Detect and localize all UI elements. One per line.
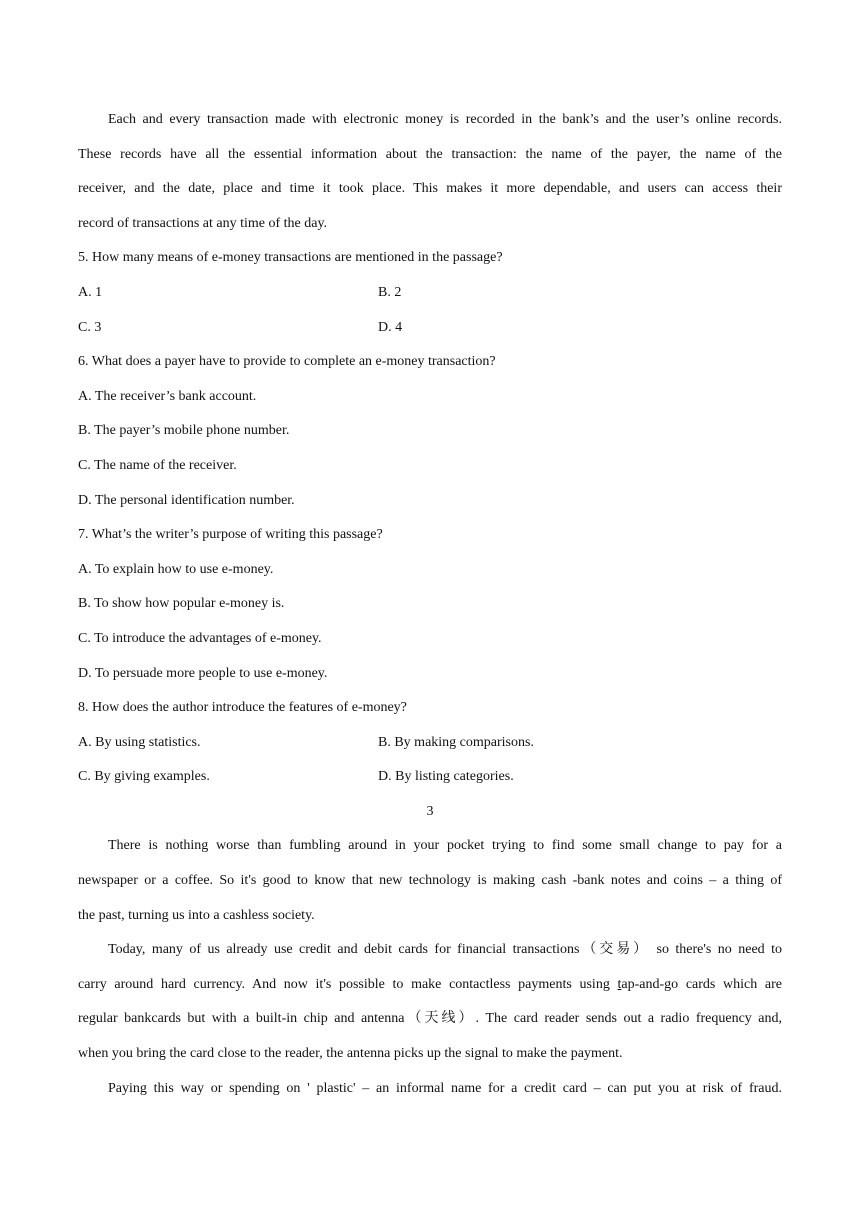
question-stem: 5. How many means of e-money transactions are mentioned in the passage? bbox=[78, 250, 503, 266]
option-b: B. By making comparisons. bbox=[378, 734, 534, 750]
option-d: D. By listing categories. bbox=[378, 769, 514, 785]
option-a: A. To explain how to use e-money. bbox=[78, 561, 274, 577]
option-b: B. To show how popular e-money is. bbox=[78, 596, 285, 612]
option-a: A. The receiver’s bank account. bbox=[78, 388, 257, 404]
text-line: Each and every transaction made with electronic money is recorded in the bank’s and the user’s online records. bbox=[108, 112, 782, 127]
text-line: There is nothing worse than fumbling around in your pocket trying to find some small change to pay for a bbox=[108, 838, 782, 854]
option-d: D. The personal identification number. bbox=[78, 492, 295, 508]
question-5 bbox=[78, 241, 782, 345]
options-row bbox=[78, 760, 782, 795]
passage-3 bbox=[78, 829, 782, 1106]
question-stem: 8. How does the author introduce the features of e-money? bbox=[78, 700, 407, 716]
page-content bbox=[78, 103, 782, 1106]
passage-paragraph bbox=[78, 829, 782, 933]
option-a: A. By using statistics. bbox=[78, 734, 201, 750]
text-line bbox=[78, 968, 782, 1003]
text-line: record of transactions at any time of the day. bbox=[78, 215, 328, 231]
option-c: C. By giving examples. bbox=[78, 769, 210, 785]
text-line: the past, turning us into a cashless society. bbox=[78, 907, 315, 923]
underlined-letter: t bbox=[617, 976, 622, 992]
question-stem: 7. What’s the writer’s purpose of writing this passage? bbox=[78, 527, 383, 543]
passage-paragraph bbox=[78, 103, 782, 241]
option-b: B. 2 bbox=[378, 284, 402, 300]
question-8 bbox=[78, 691, 782, 795]
option-c: C. The name of the receiver. bbox=[78, 457, 237, 473]
text-line: regular bankcards but with a built-in chip and antenna（天线）. The card reader sends out a radio frequency and, bbox=[78, 1011, 782, 1027]
option-d: D. To persuade more people to use e-money. bbox=[78, 665, 328, 681]
text-run: carry around hard currency. And now it's possible to make contactless payments using bbox=[78, 976, 618, 992]
text-line: Paying this way or spending on ' plastic' – an informal name for a credit card – can put you at risk of fraud. bbox=[108, 1080, 782, 1096]
option-a: A. 1 bbox=[78, 284, 103, 300]
option-c: C. To introduce the advantages of e-money. bbox=[78, 630, 322, 646]
text-line: newspaper or a coffee. So it's good to know that new technology is making cash -bank notes and coins – a thing of bbox=[78, 873, 782, 889]
passage-paragraph bbox=[78, 933, 782, 1071]
question-7 bbox=[78, 518, 782, 691]
section-number: 3 bbox=[426, 803, 434, 819]
option-c: C. 3 bbox=[78, 319, 102, 335]
text-run: ap-and-go cards which are bbox=[621, 976, 782, 992]
options-row bbox=[78, 311, 782, 346]
option-d: D. 4 bbox=[378, 319, 403, 335]
text-line: when you bring the card close to the reader, the antenna picks up the signal to make the payment. bbox=[78, 1046, 623, 1062]
question-6 bbox=[78, 345, 782, 518]
options-row bbox=[78, 276, 782, 311]
text-line: Today, many of us already use credit and debit cards for financial transactions（交易） so there's no need to bbox=[108, 942, 782, 958]
passage-paragraph bbox=[78, 1072, 782, 1107]
text-line: receiver, and the date, place and time it took place. This makes it more dependable, and users can access their bbox=[78, 181, 782, 197]
text-line: These records have all the essential information about the transaction: the name of the payer, the name of the bbox=[78, 146, 782, 162]
options-row bbox=[78, 726, 782, 761]
option-b: B. The payer’s mobile phone number. bbox=[78, 423, 290, 439]
question-stem: 6. What does a payer have to provide to complete an e-money transaction? bbox=[78, 354, 496, 370]
